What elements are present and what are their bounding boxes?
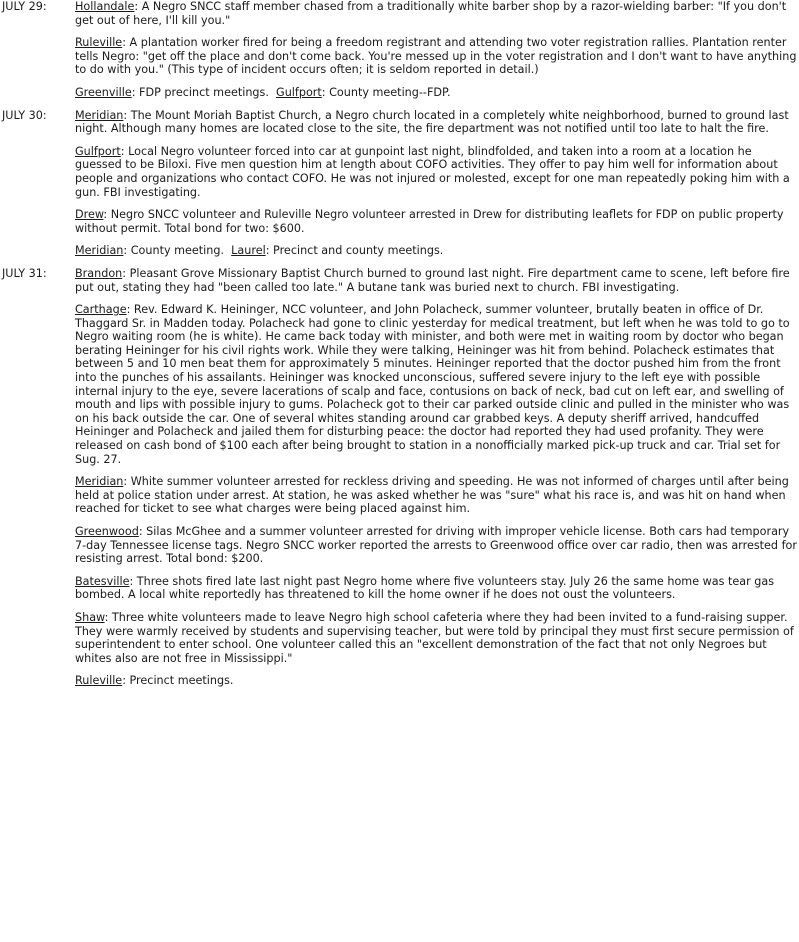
incident-entry	[75, 0, 797, 27]
day-section-july-31	[0, 267, 799, 688]
day-date: JULY 29:	[2, 0, 47, 13]
incident-entry	[75, 36, 797, 77]
incident-place-secondary: Gulfport	[276, 85, 322, 99]
incident-entry	[75, 109, 797, 136]
incident-text: : Pleasant Grove Missionary Baptist Church burned to ground last night. Fire department came to scene, left before fire put out, stating they had "been called too late." A butane tank was buried next to church. FBI investigating.	[75, 266, 790, 294]
incident-place: Brandon	[75, 266, 123, 280]
incident-text: : Rev. Edward K. Heininger, NCC volunteer, and John Polacheck, summer volunteer, brutally beaten in office of Dr. Thaggard Sr. in Madden today. Polacheck had gone to clinic yesterday for medical treatment, but left when he was told to go to Negro waiting room (he is white). He came back today with minister, and both were met in waiting room by doctor who began berating Heininger for his civil rights work. While they were talking, Heininger was hit from behind. Polacheck estimates that between 5 and 10 men beat them for approximately 5 minutes. Heininger reported that the doctor pushed him from the front into the punches of his assailants. Heininger was knocked unconscious, suffered severe injury to the left eye with possible internal injury to the eye, severe lacerations of scalp and face, contusions on back of neck, bad cut on left ear, and swelling of mouth and lips with possible injury to gums. Polacheck got to their car parked outside clinic and pulled in the minister who was on his back outside the car. One of several whites standing around car grabbed keys. A deputy sheriff arrived, handcuffed Heininger and Polacheck and jailed them for disturbing peace: the doctor had reported they had used profanity. They were released on cash bond of $100 each after being brought to station in a nonofficially marked pick-up truck and car. Trial set for Sug. 27.	[75, 303, 790, 466]
incident-entry	[75, 303, 797, 466]
incident-place: Hollandale	[75, 0, 135, 13]
incident-entry	[75, 674, 797, 688]
incident-entry	[75, 525, 797, 566]
page-bottom-edge	[0, 938, 799, 942]
incident-text: : Three white volunteers made to leave Negro high school cafeteria where they had been invited to a fund-raising supper. They were warmly received by students and supervising teacher, but were told by principal they must first secure permission of superintendent to enter school. One volunteer called this an "excellent demonstration of the fact that not only Negroes but whites also are not free in Mississippi."	[75, 610, 794, 665]
incident-text: : Precinct meetings.	[122, 674, 234, 688]
incident-place-secondary: Laurel	[231, 244, 266, 258]
incident-entry	[75, 208, 797, 235]
incident-entry	[75, 575, 797, 602]
incident-text: : Silas McGhee and a summer volunteer arrested for driving with improper vehicle license. Both cars had temporary 7-day Tennessee license tags. Negro SNCC worker reported the arrests to Greenwood office over car radio, then was arrested for resisting arrest. Total bond: $200.	[75, 525, 797, 566]
day-date: JULY 31:	[2, 266, 47, 280]
incident-text: : Local Negro volunteer forced into car at gunpoint last night, blindfolded, and taken into a room at a location he guessed to be Biloxi. Five men question him at length about COFO activities. They offer to pay him well for information about people and organizations who contact COFO. He was not injured or molested, except for one man repeatedly poking him with a gun. FBI investigating.	[75, 144, 790, 199]
incident-text: : FDP precinct meetings.	[131, 85, 269, 99]
incident-text: : A plantation worker fired for being a freedom registrant and attending two voter registration rallies. Plantation renter tells Negro: "get off the place and don't come back. You're messed up in the voter registration and I don't want to have anything to do with you." (This type of incident occurs often; it is seldom reported in detail.)	[75, 36, 797, 77]
incident-text: : Three shots fired late last night past Negro home where five volunteers stay. July 26 the same home was tear gas bombed. A local white reportedly has threatened to kill the home owner if he does not oust the volunteers.	[75, 574, 775, 602]
incident-place: Ruleville	[75, 674, 123, 688]
incident-place: Carthage	[75, 303, 127, 317]
day-section-july-30	[0, 109, 799, 258]
incident-entry	[75, 86, 797, 100]
incident-entry	[75, 145, 797, 199]
incident-place: Greenwood	[75, 525, 139, 538]
incident-text: : Negro SNCC volunteer and Ruleville Negro volunteer arrested in Drew for distributing leaflets for FDP on public property without permit. Total bond for two: $600.	[75, 208, 784, 235]
incident-place: Batesville	[75, 574, 130, 588]
incident-text: : White summer volunteer arrested for reckless driving and speeding. He was not informed of charges until after being held at police station under arrest. At station, he was asked whether he was "sure" what his race is, and was hit on hand when reached for ticket to see what charges were being placed against him.	[75, 475, 789, 516]
incident-entry	[75, 475, 797, 516]
day-section-july-29	[0, 0, 799, 100]
day-date: JULY 30:	[2, 108, 47, 122]
incident-place: Meridian	[75, 244, 124, 258]
incident-place: Meridian	[75, 108, 124, 122]
incident-entry	[75, 267, 797, 294]
incident-place: Gulfport	[75, 144, 121, 158]
incident-place: Ruleville	[75, 36, 123, 50]
incident-place: Drew	[75, 208, 104, 222]
incident-text: : County meeting.	[123, 244, 225, 258]
incident-text: : A Negro SNCC staff member chased from a traditionally white barber shop by a razor-wielding barber: "If you don't get out of here, I'll kill you."	[75, 0, 787, 27]
incident-entry	[75, 244, 797, 258]
incident-entry	[75, 611, 797, 665]
incident-place: Meridian	[75, 475, 124, 489]
incident-place: Shaw	[75, 610, 105, 624]
incident-text-secondary: : Precinct and county meetings.	[265, 244, 444, 258]
incident-text-secondary: : County meeting--FDP.	[321, 85, 451, 99]
incident-place: Greenville	[75, 85, 132, 99]
incident-text: : The Mount Moriah Baptist Church, a Negro church located in a completely white neighborhood, burned to ground last night. Although many homes are located close to the site, the fire department was not notified until too late to halt the fire.	[75, 108, 789, 136]
